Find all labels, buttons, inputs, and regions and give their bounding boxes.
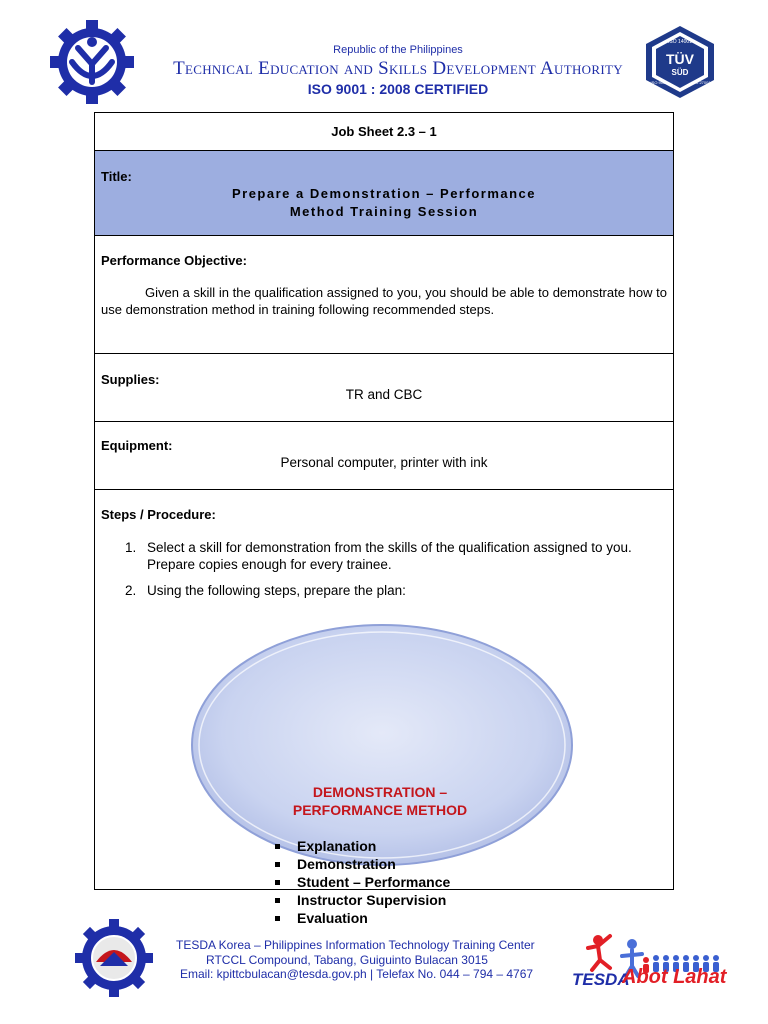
list-item: Evaluation — [275, 909, 450, 927]
steps-section — [95, 490, 673, 926]
footer-line-1: TESDA Korea – Philippines Information Technology Training Center — [176, 938, 535, 952]
step-number: 2. — [125, 583, 137, 598]
method-title — [185, 783, 575, 819]
republic-label: Republic of the Philippines — [333, 44, 463, 56]
tuv-top-text: ISO 14001 — [668, 39, 692, 45]
footer-logo-abot-text: Abot Lahat — [622, 966, 727, 988]
footer-address — [176, 938, 535, 982]
tuv-left-ring-text: ISO 9001 — [650, 80, 668, 85]
tesda-gear-logo-icon — [48, 18, 136, 106]
method-steps-list — [275, 837, 450, 927]
list-item: Explanation — [275, 837, 450, 855]
header-text-block — [138, 44, 658, 97]
title-line-1: Prepare a Demonstration – Performance — [231, 186, 537, 201]
equipment-label: Equipment: — [101, 438, 173, 453]
title-text — [95, 185, 673, 221]
job-sheet-table — [94, 112, 674, 926]
tuv-right-ring-text: ISO 27001 — [691, 80, 711, 85]
list-item: Demonstration — [275, 855, 450, 873]
method-oval-shape — [187, 620, 577, 870]
title-label: Title: — [101, 169, 132, 184]
tuv-sud-certification-logo-icon — [642, 24, 718, 100]
agency-name: Technical Education and Skills Development Authority — [173, 58, 623, 79]
method-title-line-1: DEMONSTRATION – — [312, 784, 448, 800]
footer-line-2: RTCCL Compound, Tabang, Guiguinto Bulacan 3015 — [206, 952, 488, 967]
objective-text: Given a skill in the qualification assigned to you, you should be able to demonstrate how to use demonstration method in training following recommended steps. — [101, 285, 667, 317]
supplies-section — [95, 354, 673, 422]
footer-line-3: Email: kpittcbulacan@tesda.gov.ph | Telefax No. 044 – 794 – 4767 — [180, 967, 534, 981]
supplies-value: TR and CBC — [345, 387, 423, 402]
footer-logo-tesda-text: TESDA — [572, 970, 630, 989]
step-text: Select a skill for demonstration from the skills of the qualification assigned to you. Prepare copies enough for every trainee. — [147, 540, 632, 572]
list-item: Instructor Supervision — [275, 891, 450, 909]
objective-label: Performance Objective: — [101, 253, 247, 268]
title-line-2: Method Training Session — [289, 204, 479, 219]
title-section — [95, 151, 673, 236]
objective-section — [95, 236, 673, 354]
iso-certified-label: ISO 9001 : 2008 CERTIFIED — [307, 81, 489, 97]
step-item — [125, 539, 655, 573]
equipment-section — [95, 422, 673, 490]
step-text: Using the following steps, prepare the plan: — [147, 583, 406, 598]
tuv-sub-text: SÜD — [671, 68, 689, 77]
step-number: 1. — [125, 540, 137, 555]
tuv-brand-text: TÜV — [666, 51, 694, 67]
steps-label: Steps / Procedure: — [101, 507, 216, 522]
method-title-line-2: PERFORMANCE METHOD — [292, 802, 468, 818]
equipment-value: Personal computer, printer with ink — [280, 455, 488, 470]
training-center-seal-icon — [74, 918, 154, 998]
supplies-label: Supplies: — [101, 372, 160, 387]
job-sheet-heading: Job Sheet 2.3 – 1 — [95, 113, 673, 151]
list-item: Student – Performance — [275, 873, 450, 891]
step-item — [125, 582, 655, 599]
